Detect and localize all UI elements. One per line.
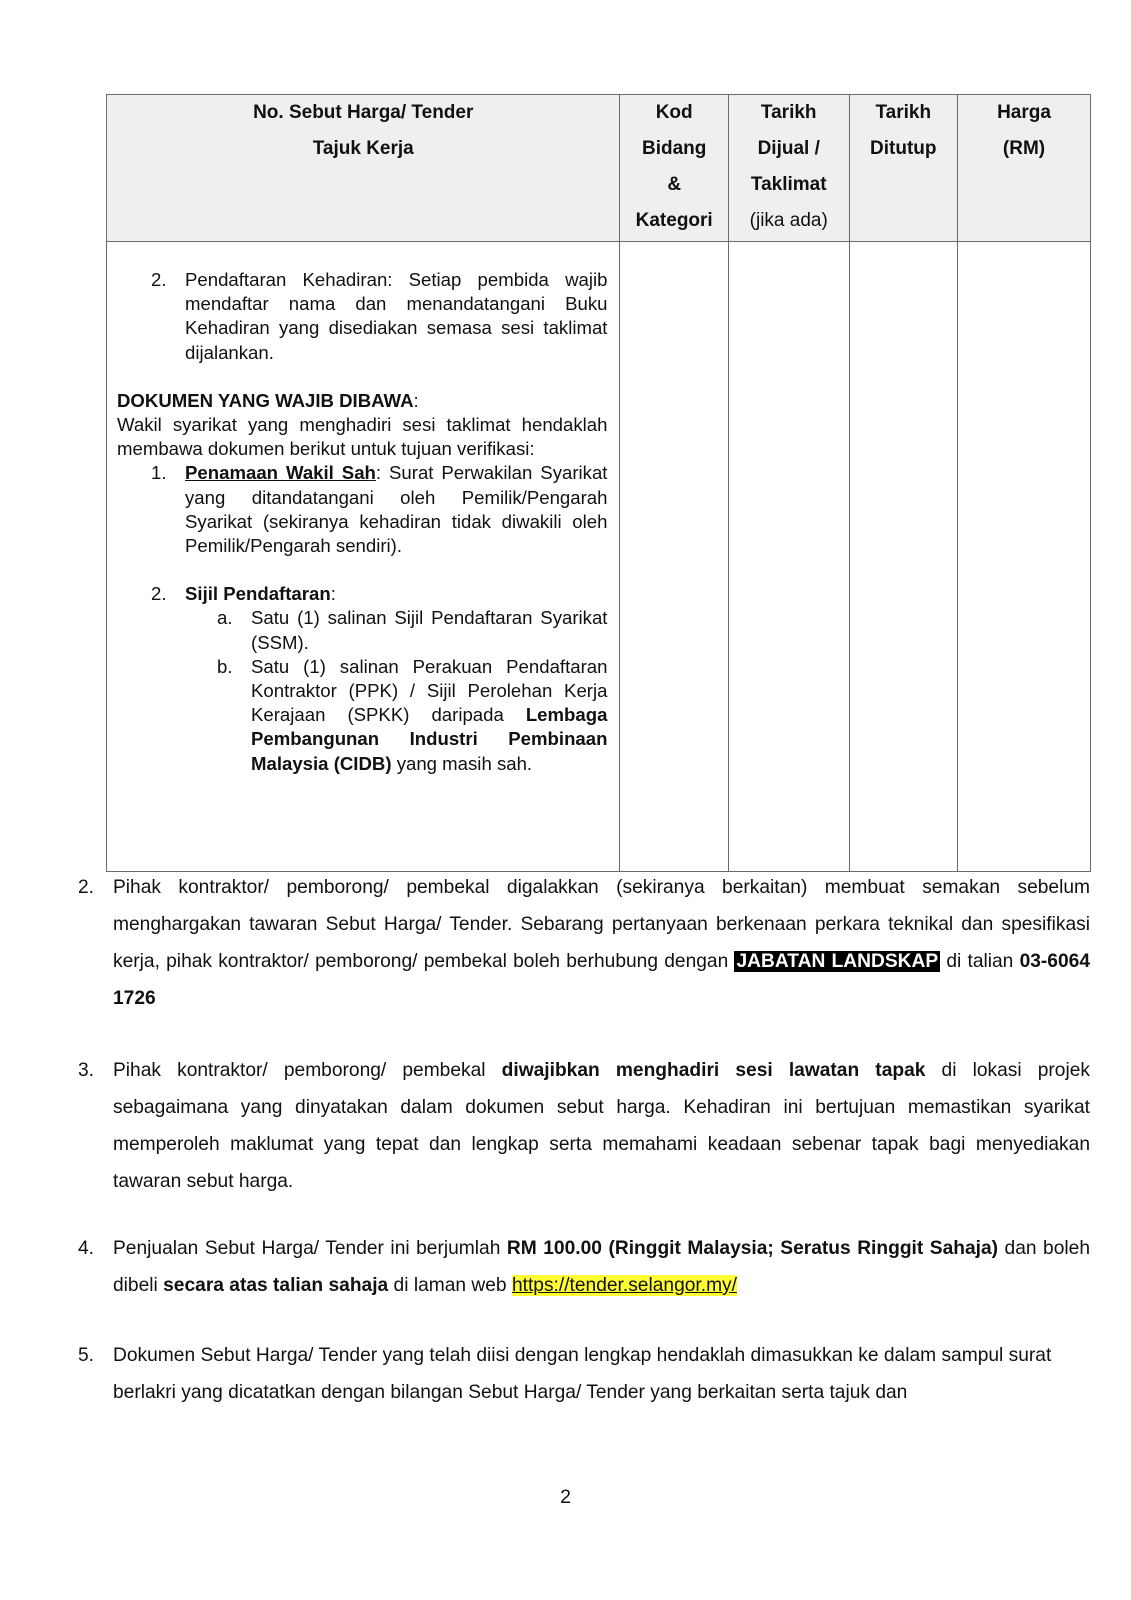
table-row	[107, 242, 1091, 872]
list-letter: a.	[217, 607, 233, 629]
phone-number: 03-6064 1726	[113, 951, 1090, 1009]
paragraph-2-text: Pihak kontraktor/ pemborong/ pembekal digalakkan (sekiranya berkaitan) membuat semakan sebelum menghargakan tawaran Sebut Harga/ Tender. Sebarang pertanyaan berkenaan perkara teknikal dan spesifikasi kerja, pihak kontraktor/ pemborong/ pembekal boleh berhubung dengan	[113, 877, 1090, 972]
paragraph-number: 4.	[78, 1238, 95, 1259]
paragraph-number: 3.	[78, 1060, 95, 1081]
paragraph-text	[113, 1052, 1090, 1200]
tarikh-ditutup-cell	[849, 242, 957, 872]
list-letter: b.	[217, 655, 233, 677]
paragraph-4-text-2: dan boleh dibeli	[113, 1238, 1091, 1296]
paragraph-4-text-3: di laman web	[388, 1275, 512, 1296]
lawatan-tapak-bold: diwajibkan menghadiri sesi lawatan tapak	[501, 1060, 926, 1081]
header-kod-bidang	[620, 95, 728, 242]
paragraph-2	[78, 869, 1090, 1017]
sijil-pendaftaran-heading	[185, 582, 607, 606]
kod-bidang-cell	[620, 242, 728, 872]
header-harga	[958, 95, 1091, 242]
header-harga-label: Harga	[997, 102, 1051, 123]
paragraph-5-text: Dokumen Sebut Harga/ Tender yang telah diisi dengan lengkap hendaklah dimasukkan ke dalam sampul surat berlakri yang dicatatkan dengan bilangan Sebut Harga/ Tender yang berkaitan serta tajuk dan	[113, 1345, 1052, 1403]
list-item	[117, 268, 607, 365]
price-amount: RM 100.00 (Ringgit Malaysia; Seratus Ringgit Sahaja)	[506, 1238, 999, 1259]
paragraph-number: 5.	[78, 1345, 95, 1366]
dokumen-heading-text: DOKUMEN YANG WAJIB DIBAWA	[117, 389, 414, 411]
paragraph-number: 2.	[78, 877, 95, 898]
header-tajuk: Tajuk Kerja	[312, 138, 414, 159]
list-item	[117, 655, 607, 776]
paragraph-text	[113, 869, 1090, 1017]
cell-content	[117, 268, 607, 776]
tajuk-kerja-cell	[107, 242, 620, 872]
header-tarikh-ditutup	[849, 95, 957, 242]
header-tajuk-kerja	[107, 95, 620, 242]
sijil-colon: :	[330, 583, 336, 605]
list-item	[117, 582, 607, 606]
jabatan-landskap-highlight: JABATAN LANDSKAP	[736, 951, 939, 972]
header-dijual: Dijual /	[757, 138, 820, 159]
header-no-sebut-harga: No. Sebut Harga/ Tender	[253, 102, 474, 123]
list-item	[117, 606, 607, 654]
dokumen-heading-colon: :	[413, 389, 419, 411]
dokumen-intro: Wakil syarikat yang menghadiri sesi taklimat hendaklah membawa dokumen berikut untuk tujuan verifikasi:	[117, 414, 608, 460]
header-taklimat: Taklimat	[750, 174, 827, 195]
header-kod: Kod	[655, 102, 693, 123]
list-item	[117, 461, 607, 558]
ssm-text: Satu (1) salinan Sijil Pendaftaran Syarikat (SSM).	[251, 607, 608, 653]
header-tarikh-2: Tarikh	[875, 102, 932, 123]
paragraph-4	[78, 1230, 1090, 1304]
list-number: 1.	[151, 462, 167, 484]
atas-talian-bold: secara atas talian sahaja	[163, 1275, 389, 1296]
tarikh-dijual-cell	[728, 242, 849, 872]
pendaftaran-kehadiran-text: Pendaftaran Kehadiran: Setiap pembida wajib mendaftar nama dan menandatangani Buku Kehadiran yang disediakan semasa sesi taklimat dijalankan.	[185, 269, 608, 363]
header-jika-ada: (jika ada)	[749, 210, 828, 231]
header-bidang: Bidang	[641, 138, 707, 159]
harga-cell	[958, 242, 1091, 872]
paragraph-text	[113, 1230, 1090, 1304]
penamaan-wakil-label: Penamaan Wakil Sah	[185, 462, 376, 484]
ppk-spkk-text	[251, 655, 607, 776]
ppk-text-2: yang masih sah.	[391, 752, 533, 774]
penamaan-wakil-text	[185, 461, 607, 558]
paragraph-3-text-2: di lokasi projek sebagaimana yang dinyatakan dalam dokumen sebut harga. Kehadiran ini bertujuan memastikan syarikat memperoleh maklumat yang tepat dan lengkap serta memahami keadaan sebenar tapak bagi menyediakan tawaran sebut harga.	[113, 1060, 1090, 1192]
table-header-row	[107, 95, 1091, 242]
paragraph-5	[78, 1337, 1090, 1411]
paragraph-4-text-1: Penjualan Sebut Harga/ Tender ini berjumlah	[113, 1238, 507, 1259]
cidb-name: Lembaga Pembangunan Industri Pembinaan Malaysia (CIDB)	[251, 704, 608, 774]
header-ditutup: Ditutup	[870, 138, 937, 159]
page-number: 2	[560, 1486, 571, 1508]
header-tarikh: Tarikh	[760, 102, 817, 123]
ppk-text-1: Satu (1) salinan Perakuan Pendaftaran Kontraktor (PPK) / Sijil Perolehan Kerja Kerajaan (SPKK) daripada	[251, 655, 608, 726]
tender-table	[106, 94, 1091, 872]
tender-website-link[interactable]: https://tender.selangor.my/	[511, 1275, 737, 1296]
di-talian-text: di talian	[940, 951, 1020, 972]
header-rm: (RM)	[1002, 138, 1046, 159]
sijil-pendaftaran-label: Sijil Pendaftaran	[185, 583, 331, 605]
header-kategori: Kategori	[635, 210, 713, 231]
dokumen-heading	[117, 389, 607, 413]
list-number: 2.	[151, 269, 167, 290]
paragraph-3	[78, 1052, 1090, 1200]
paragraph-3-text-1: Pihak kontraktor/ pemborong/ pembekal	[113, 1060, 502, 1081]
penamaan-wakil-desc: : Surat Perwakilan Syarikat yang ditandatangani oleh Pemilik/Pengarah Syarikat (sekiranya kehadiran tidak diwakili oleh Pemilik/Pengarah sendiri).	[185, 462, 608, 557]
header-ampersand: &	[667, 174, 682, 195]
header-tarikh-dijual	[728, 95, 849, 242]
list-number: 2.	[151, 583, 167, 605]
